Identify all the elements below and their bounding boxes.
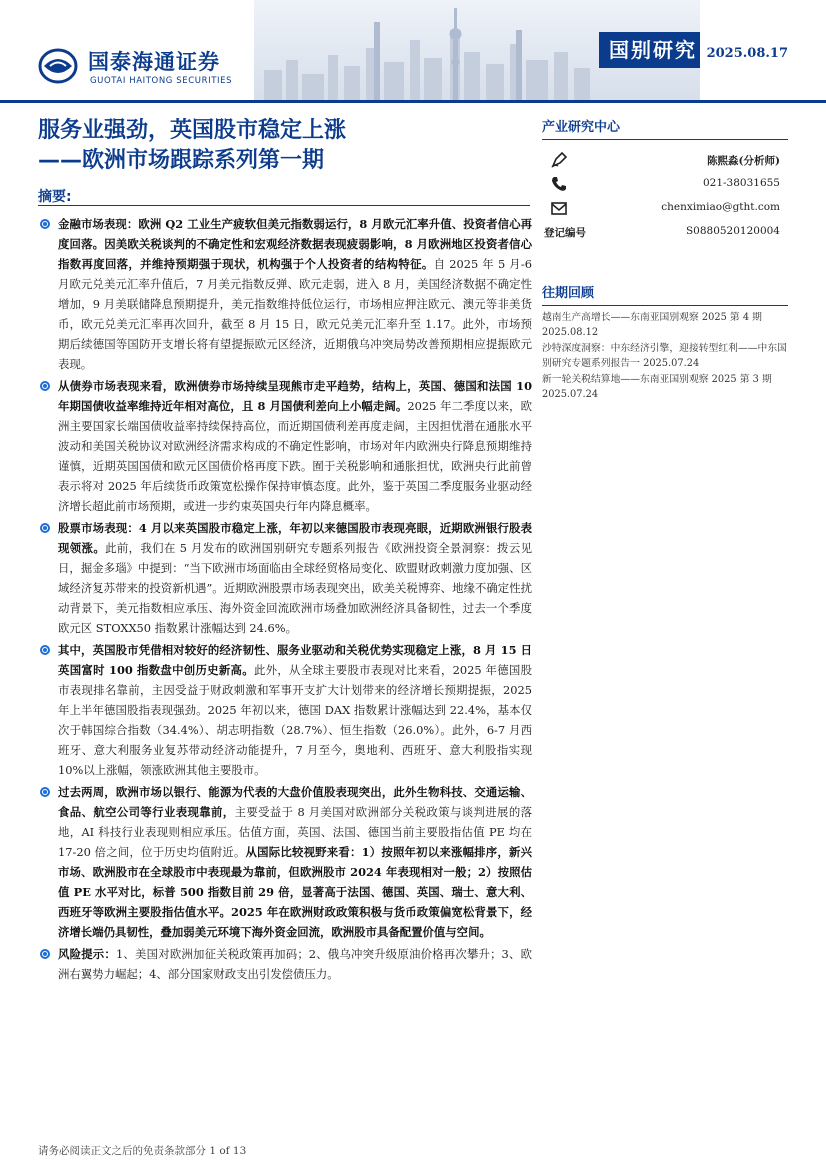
registration-number: S0880520120004: [685, 225, 780, 237]
registration-row: [542, 220, 788, 244]
bullet-icon: [40, 381, 50, 391]
history-item[interactable]: 沙特深度洞察：中东经济引擎，迎接转型红利——中东国别研究专题系列报告一 2025.07.24: [542, 343, 787, 369]
page-footer: 请务必阅读正文之后的免责条款部分 1 of 13: [38, 1145, 247, 1157]
paragraph-lead-2: 从国际比较视野来看：1）按照年初以来涨幅排序，新兴市场、欧洲股市在全球股市中表现最为靠前，但欧洲股市 2024 年表现相对一般；2）按照估值 PE 水平对比，标普 500 指数目前 29 倍，显著高于法国、德国、英国、瑞士、意大利、西班牙等欧洲主要股指估值水平。2025 年在欧洲财政政策积极与货币政策偏宽松背景下，经济增长端仍具韧性，叠加弱美元环境下海外资金回流，欧洲股市具备配置价值与空间。: [58, 845, 532, 939]
paragraph-text: 主要受益于 8 月美国对欧洲部分关税政策与谈判进展的落地，AI 科技行业表现则相应承压。估值方面，英国、法国、德国当前主要股指估值 PE 均在 17-20 倍之间，位于历史均值附近。: [58, 805, 532, 859]
paragraph-stock-market: [38, 518, 532, 638]
report-title: [38, 116, 518, 176]
abstract-body: [38, 214, 532, 986]
title-line-1: 服务业强劲，英国股市稳定上涨: [38, 118, 347, 143]
history-item[interactable]: 新一轮关税结算地——东南亚国别观察 2025 第 3 期 2025.07.24: [542, 374, 772, 400]
header-divider: [0, 100, 826, 103]
history-item[interactable]: 越南生产高增长——东南亚国别观察 2025 第 4 期 2025.08.12: [542, 312, 762, 338]
paragraph-text: 此前，我们在 5 月发布的欧洲国别研究专题系列报告《欧洲投资全景洞察：拨云见日，掘金多瑙》中提到：“当下欧洲市场面临由全球经贸格局变化、欧盟财政刺激力度加强、区域经济复苏带来的投资新机遇”。近期欧洲股票市场表现突出，欧美关税博弈、地缘不确定性扰动背景下，美元指数相应承压、海外资金回流欧洲市场叠加欧洲经济具备韧性，过去一个季度欧元区 STOXX50 指数累计涨幅达到 24.6%。: [58, 541, 532, 635]
paragraph-lead: 其中，英国股市凭借相对较好的经济韧性、服务业驱动和关税优势实现稳定上涨，8 月 15 日英国富时 100 指数盘中创历史新高。: [58, 643, 532, 677]
phone-row: [542, 172, 788, 196]
bullet-icon: [40, 787, 50, 797]
paragraph-lead: 风险提示：: [58, 947, 116, 961]
bullet-icon: [40, 645, 50, 655]
paragraph-lead: 从债券市场表现来看，欧洲债券市场持续呈现熊市走平趋势，结构上，英国、德国和法国 10 年期国债收益率维持近年相对高位，且 8 月国债利差向上小幅走阔。: [58, 379, 532, 413]
analyst-row: [542, 148, 788, 172]
paragraph-text: 1、美国对欧洲加征关税政策再加码；2、俄乌冲突升级原油价格再次攀升；3、欧洲右翼势力崛起；4、部分国家财政支出引发偿债压力。: [58, 947, 532, 981]
paragraph-financial-markets: [38, 214, 532, 374]
skyline-banner: [254, 0, 700, 100]
history-heading: 往期回顾: [542, 282, 788, 306]
logo-english-name: GUOTAI HAITONG SECURITIES: [90, 76, 233, 86]
department-heading: 产业研究中心: [542, 116, 788, 140]
email-icon: [550, 199, 568, 217]
page-header: [0, 0, 826, 112]
email-row: [542, 196, 788, 220]
paragraph-bond-market: [38, 376, 532, 516]
title-line-2: ——欧洲市场跟踪系列第一期: [38, 148, 325, 173]
globe-logo-icon: [38, 48, 78, 84]
email-address[interactable]: chenximiao@gtht.com: [661, 201, 780, 213]
sidebar: [542, 116, 788, 403]
abstract-label: 摘要:: [38, 189, 72, 205]
analyst-name: 陈熙淼(分析师): [707, 155, 780, 167]
history-list: [542, 310, 788, 402]
paragraph-lead: 过去两周，欧洲市场以银行、能源为代表的大盘价值股表现突出，此外生物科技、交通运输、食品、航空公司等行业表现靠前，: [58, 785, 532, 819]
paragraph-text: 2025 年二季度以来，欧洲主要国家长端国债收益率持续保持高位，而近期国债利差再度走阔，主因担忧潜在通胀水平波动和美国关税协议对欧洲经济需求构成的不确定性影响，市场对年内欧洲央行降息预期维持谨慎，近期英国国债和欧元区国债价格再度下跌。囿于关税影响和通胀担忧，欧洲央行此前曾表示将对 2025 年后续货币政策宽松操作保持审慎态度。此外，鉴于英国二季度服务业驱动经济增长超此前市场预期，或进一步约束英国央行年内降息概率。: [58, 399, 532, 513]
bullet-icon: [40, 219, 50, 229]
paragraph-risk-warning: [38, 944, 532, 984]
company-logo: [38, 44, 248, 94]
bullet-icon: [40, 523, 50, 533]
registration-label: 登记编号: [544, 227, 586, 239]
paragraph-sector-performance: [38, 782, 532, 942]
phone-icon: [550, 175, 568, 193]
pen-icon: [550, 151, 568, 169]
report-date: 2025.08.17: [706, 46, 788, 61]
paragraph-lead: 金融市场表现：欧洲 Q2 工业生产疲软但美元指数弱运行，8 月欧元汇率升值、投资者信心再度回落。因美欧关税谈判的不确定性和宏观经济数据表现疲弱影响，8 月欧洲地区投资者信心指数再度回落，并维持预期强于现状，机构强于个人投资者的结构特征。: [58, 217, 532, 271]
logo-chinese-name: 国泰海通证券: [88, 50, 220, 74]
paragraph-text: 自 2025 年 5 月-6 月欧元兑美元汇率升值后，7 月美元指数反弹、欧元走弱，进入 8 月，美国经济数据不确定性增加，9 月美联储降息预期提升，美元指数维持低位运行，市场相应押注欧元、澳元等非美货币，欧元兑美元汇率再次回升，截至 8 月 15 日，欧元兑美元汇率升至 1.17。此外，市场预期后续德国等国防开支增长将有望提振欧元区经济，近期俄乌冲突局势改善预期相应提振欧元表现。: [58, 257, 532, 371]
paragraph-lead: 股票市场表现：4 月以来英国股市稳定上涨，年初以来德国股市表现亮眼，近期欧洲银行股表现领涨。: [58, 521, 532, 555]
paragraph-uk-stocks: [38, 640, 532, 780]
report-type-tag: 国别研究: [599, 32, 700, 68]
paragraph-text: 此外，从全球主要股市表现对比来看，2025 年德国股市表现排名靠前，主因受益于财政刺激和军事开支扩大计划带来的经济增长预期提振，2025 年上半年德国股指表现强劲。2025 年初以来，德国 DAX 指数累计涨幅达到 22.4%，基本仅次于韩国综合指数（34.4%）、胡志明指数（28.7%）、恒生指数（26.0%）。此外，6-7 月西班牙、意大利服务业复苏带动经济动能提升，7 月至今，奥地利、西班牙、意大利股指实现 10%以上涨幅，领涨欧洲其他主要股市。: [58, 663, 532, 777]
phone-number: 021-38031655: [702, 177, 780, 189]
abstract-divider: [38, 205, 530, 206]
bullet-icon: [40, 949, 50, 959]
